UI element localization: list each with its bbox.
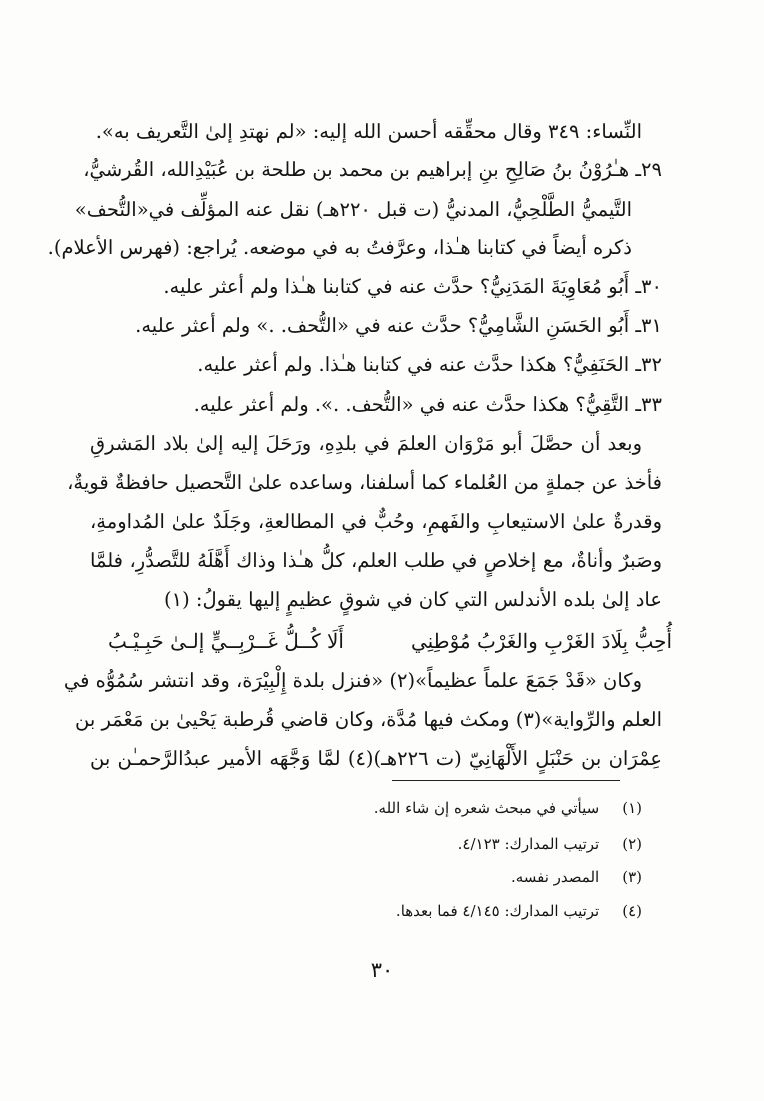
verse-second-hemistich: أَلَا كُــلُّ غَــرْبِــيٍّ إلـىٰ حَبِـيْـبُ: [108, 629, 344, 653]
paragraph-line: العلم والرِّواية»(٣) ومكث فيها مُدَّة، وكان قاضي قُرطبة يَحْيىٰ بن مَعْمَر بن: [75, 708, 662, 731]
paragraph-line: عِمْرَان بن حَنْبَلٍ الأَلْهَانِيّ (ت ٢٢٦هـ)(٤) لمَّا وَجَّهَه الأمير عبدُالرَّحمـٰن بن: [90, 747, 662, 770]
paragraph-line: فأخذ عن جملةٍ من العُلماء كما أسلفنا، وساعده علىٰ التَّحصيل حافظةٌ قويةٌ،: [67, 471, 662, 494]
entry-29-line: ٢٩ـ هـٰرُوْنُ بنُ صَالِحِ بنِ إبراهيم بن محمد بن طلحة بن عُبَيْدِالله، القُرشيُّ،: [83, 158, 662, 181]
paragraph-line: وصَبرٌ وأناةٌ، مع إخلاصٍ في طلب العلم، كلُّ هـٰذا وذاك أَهَّلَهُ للتَّصدُّرِ، فلمَّا: [90, 549, 662, 572]
entry-31-line: ٣١ـ أَبُو الحَسَنِ الشَّامِيُّ؟ حدَّث عنه في «التُّحف. .» ولم أعثر عليه.: [135, 314, 662, 337]
footnote-item: [458, 833, 642, 855]
footnote-number: (١): [622, 799, 642, 817]
footnote-number: (٢): [622, 835, 642, 853]
verse-first-hemistich: أُحِبُّ بِلَادَ الغَرْبِ والغَرْبُ مُوْطِنِي: [410, 629, 672, 653]
paragraph-line: وكان «قَدْ جَمَعَ علماً عظيماً»(٢) «فنزل بلدة إِلْبِيْرَة، وقد انتشر سُمُوُّه في: [63, 669, 642, 692]
text-line: ذكره أيضاً في كتابنا هـٰذا، وعرَّفتُ به في موضعه. يُراجع: (فهرس الأعلام).: [47, 236, 632, 259]
text-line: النِّساء: ٣٤٩ وقال محقِّقه أحسن الله إليه: «لم نهتدِ إلىٰ التَّعريف به».: [95, 120, 642, 143]
footnote-divider: [392, 780, 620, 781]
text-line: التَّيميُّ الطَّلْحِيُّ، المدنيُّ (ت قبل ٢٢٠هـ) نقل عنه المؤلِّف في«التُّحف»: [74, 198, 632, 221]
footnote-item: [374, 797, 642, 819]
footnote-text: سيأتي في مبحث شعره إن شاء الله.: [373, 799, 600, 817]
page-number: ٣٠: [370, 958, 394, 982]
footnote-item: [396, 900, 642, 922]
paragraph-line: عاد إلىٰ بلده الأندلس التي كان في شوقٍ عظيمٍ إليها يقولُ: (١): [163, 588, 662, 611]
footnote-item: [511, 866, 642, 888]
entry-30-line: ٣٠ـ أَبُو مُعَاوِيَةَ المَدَنِيُّ؟ حدَّث عنه في كتابنا هـٰذا ولم أعثر عليه.: [163, 275, 662, 298]
paragraph-line: وبعد أن حصَّلَ أبو مَرْوَان العلمَ في بلدِهِ، ورَحَلَ إليه إلىٰ بلاد المَشرقِ: [90, 432, 642, 455]
footnote-number: (٣): [622, 868, 642, 886]
footnote-text: ترتيب المدارك: ٤/١٤٥ فما بعدها.: [395, 902, 600, 920]
entry-33-line: ٣٣ـ التَّقِيُّ؟ هكذا حدَّث عنه في «التُّحف. .». ولم أعثر عليه.: [193, 393, 662, 416]
footnote-text: ترتيب المدارك: ٤/١٢٣.: [457, 835, 600, 853]
footnote-number: (٤): [622, 902, 642, 920]
paragraph-line: وقدرةٌ علىٰ الاستيعابِ والفَهمِ، وحُبٌّ في المطالعةِ، وجَلَدٌ علىٰ المُداومةِ،: [90, 510, 662, 533]
footnote-text: المصدر نفسه.: [510, 868, 600, 886]
entry-32-line: ٣٢ـ الحَنَفِيُّ؟ هكذا حدَّث عنه في كتابنا هـٰذا. ولم أعثر عليه.: [197, 353, 662, 376]
